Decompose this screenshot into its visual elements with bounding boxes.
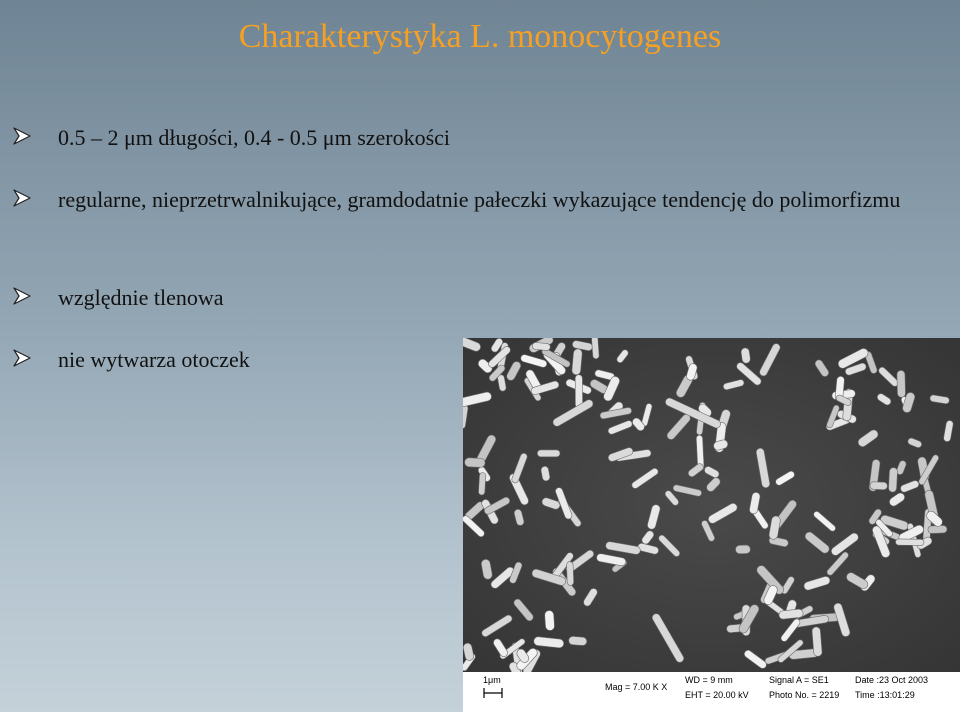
eht-text: EHT = 20.00 kV [685,690,749,700]
arrowhead-bullet-icon [12,346,58,370]
scale-label: 1μm [483,675,501,685]
sem-micrograph [463,338,960,712]
bacterium-rod [532,342,551,351]
bullet-text: 0.5 – 2 μm długości, 0.4 - 0.5 μm szerokości [58,125,451,150]
bullet-text: nie wytwarza otoczek [58,347,250,372]
bacterium-rod [478,472,486,495]
bacterium-rod [897,370,906,397]
bullet-text: względnie tlenowa [58,285,224,310]
bacterium-rod [537,450,560,457]
bacterium-rod [591,338,599,359]
photo-text: Photo No. = 2219 [769,690,840,700]
bullet-item [12,346,250,374]
bacterium-rod [895,539,924,546]
bacterium-rod [735,545,750,554]
bacterium-rod [888,467,897,492]
sem-info-bar [463,672,960,712]
mag-text: Mag = 7.00 K X [605,682,668,692]
bacterium-rod [870,482,888,490]
arrowhead-bullet-icon [12,186,58,210]
slide-title: Charakterystyka L. monocytogenes [238,18,722,55]
scale-bar-icon [483,687,503,699]
arrowhead-bullet-icon [12,124,58,148]
bullet-item [12,186,900,214]
bacteria-image [463,338,960,672]
arrowhead-bullet-icon [12,284,58,308]
wd-text: WD = 9 mm [685,675,733,685]
bullet-item [12,284,224,312]
bacterium-rod [566,561,573,585]
date-text: Date :23 Oct 2003 [855,675,929,685]
bacterium-rod [568,636,587,646]
bullet-item [12,124,450,152]
bullet-text: regularne, nieprzetrwalnikujące, gramdodatnie pałeczki wykazujące tendencję do polimorfizmu [58,187,901,212]
signal-text: Signal A = SE1 [769,675,829,685]
bacterium-rod [464,458,485,468]
bacterium-rod [544,610,554,631]
time-text: Time :13:01:29 [855,690,915,700]
